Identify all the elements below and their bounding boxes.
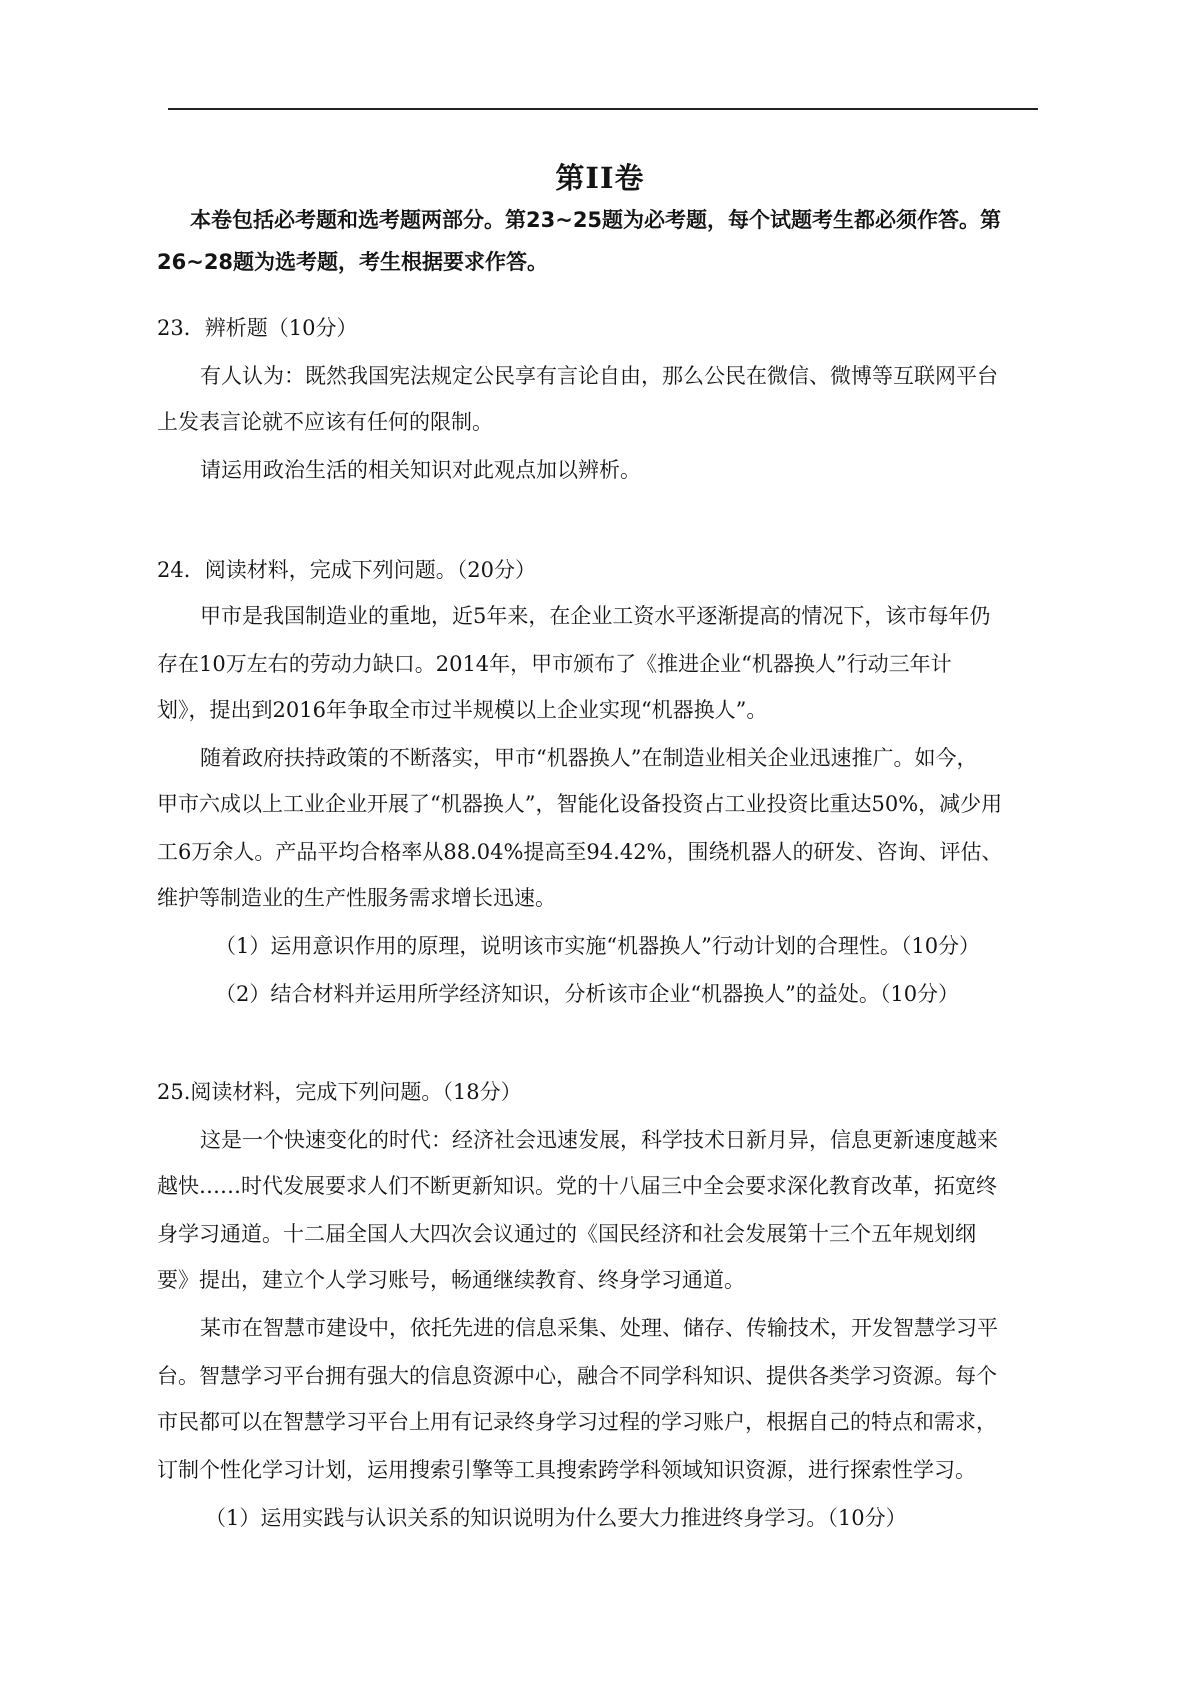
q24-subquestion-1: （1）运用意识作用的原理，说明该市实施“机器换人”行动计划的合理性。（10分）	[215, 934, 981, 958]
q24-paragraph-2-line-1: 随着政府扶持政策的不断落实，甲市“机器换人”在制造业相关企业迅速推广。如今，	[200, 746, 978, 770]
q23-paragraph-1-line-2: 上发表言论就不应该有任何的限制。	[157, 410, 493, 434]
intro-line-2: 26~28题为选考题，考生根据要求作答。	[157, 250, 549, 274]
q24-paragraph-1-line-2: 存在10万左右的劳动力缺口。2014年，甲市颁布了《推进企业“机器换人”行动三年计	[157, 652, 952, 676]
q23-heading: 23．辨析题（10分）	[157, 316, 358, 340]
top-rule	[168, 108, 1038, 110]
q25-heading: 25.阅读材料，完成下列问题。（18分）	[157, 1080, 522, 1104]
q24-heading: 24．阅读材料，完成下列问题。（20分）	[157, 558, 536, 582]
q24-paragraph-1-line-3: 划》，提出到2016年争取全市过半规模以上企业实现“机器换人”。	[157, 698, 768, 722]
q25-paragraph-1-line-1: 这是一个快速变化的时代：经济社会迅速发展，科学技术日新月异，信息更新速度越来	[200, 1128, 998, 1152]
q23-paragraph-2: 请运用政治生活的相关知识对此观点加以辨析。	[200, 458, 641, 482]
q25-paragraph-2-line-2: 台。智慧学习平台拥有强大的信息资源中心，融合不同学科知识、提供各类学习资源。每个	[157, 1364, 997, 1388]
q25-paragraph-2-line-3: 市民都可以在智慧学习平台上用有记录终身学习过程的学习账户，根据自己的特点和需求，	[157, 1410, 997, 1434]
q25-paragraph-1-line-3: 身学习通道。十二届全国人大四次会议通过的《国民经济和社会发展第十三个五年规划纲	[157, 1222, 976, 1246]
q24-paragraph-2-line-4: 维护等制造业的生产性服务需求增长迅速。	[157, 886, 556, 910]
intro-line-1: 本卷包括必考题和选考题两部分。第23~25题为必考题，每个试题考生都必须作答。第	[190, 208, 1002, 232]
page-title: 第II卷	[555, 161, 645, 195]
q25-paragraph-2-line-1: 某市在智慧市建设中，依托先进的信息采集、处理、储存、传输技术，开发智慧学习平	[200, 1316, 998, 1340]
q25-paragraph-1-line-4: 要》提出，建立个人学习账号，畅通继续教育、终身学习通道。	[157, 1268, 745, 1292]
q24-paragraph-2-line-2: 甲市六成以上工业企业开展了“机器换人”，智能化设备投资占工业投资比重达50%，减少用	[157, 792, 1003, 816]
q23-paragraph-1-line-1: 有人认为：既然我国宪法规定公民享有言论自由，那么公民在微信、微博等互联网平台	[200, 364, 998, 388]
q24-paragraph-1-line-1: 甲市是我国制造业的重地，近5年来，在企业工资水平逐渐提高的情况下，该市每年仍	[200, 604, 991, 628]
q25-paragraph-1-line-2: 越快……时代发展要求人们不断更新知识。党的十八届三中全会要求深化教育改革，拓宽终	[157, 1174, 997, 1198]
q24-paragraph-2-line-3: 工6万余人。产品平均合格率从88.04%提高至94.42%，围绕机器人的研发、咨询、评估、	[157, 840, 1003, 864]
q25-subquestion-1: （1）运用实践与认识关系的知识说明为什么要大力推进终身学习。（10分）	[205, 1506, 907, 1530]
q25-paragraph-2-line-4: 订制个性化学习计划，运用搜索引擎等工具搜索跨学科领域知识资源，进行探索性学习。	[157, 1458, 976, 1482]
q24-subquestion-2: （2）结合材料并运用所学经济知识，分析该市企业“机器换人”的益处。（10分）	[215, 982, 960, 1006]
